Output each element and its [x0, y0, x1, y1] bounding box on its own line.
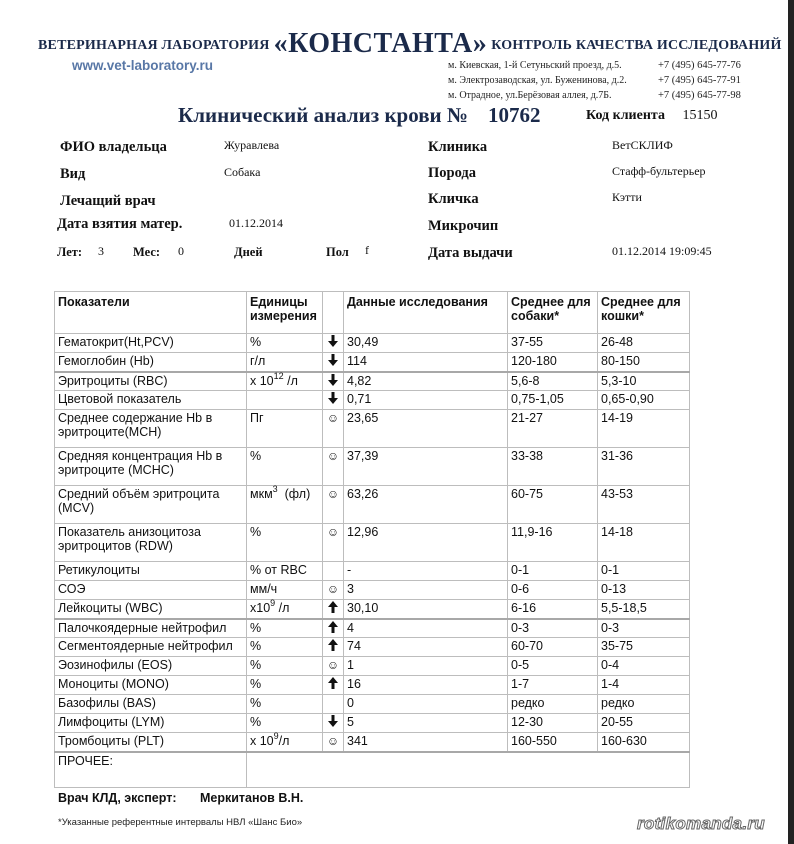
- result-value: 5: [344, 714, 508, 733]
- arrow-down-icon: [326, 335, 340, 350]
- sex-label: Пол: [326, 245, 349, 259]
- flag-cell: [323, 486, 344, 524]
- unit-cell: [247, 372, 323, 391]
- lab-brand: «КОНСТАНТА»: [273, 28, 488, 59]
- smiley-icon: ☺: [326, 658, 340, 672]
- unit-cell: [247, 562, 323, 581]
- flag-cell: [323, 657, 344, 676]
- cat-reference-range: 26-48: [598, 334, 690, 353]
- table-row: [55, 638, 690, 657]
- unit-text: %: [250, 639, 262, 653]
- arrow-up-icon: [326, 639, 340, 654]
- address: м. Отрадное, ул.Берёзовая аллея, д.7Б.: [448, 90, 612, 101]
- dog-reference-range: 37-55: [508, 334, 598, 353]
- report-number: 10762: [488, 103, 541, 127]
- unit-cell: [247, 524, 323, 562]
- indicator-name: Цветовой показатель: [55, 391, 247, 410]
- years-value: 3: [98, 244, 104, 258]
- smiley-icon: ☺: [326, 582, 340, 596]
- dog-reference-range: редко: [508, 695, 598, 714]
- table-row: [55, 695, 690, 714]
- result-value: 37,39: [344, 448, 508, 486]
- cat-reference-range: 0-1: [598, 562, 690, 581]
- unit-text: г/л: [250, 354, 266, 368]
- result-value: 4,82: [344, 372, 508, 391]
- dog-reference-range: 120-180: [508, 353, 598, 372]
- arrow-up-icon: [326, 601, 340, 616]
- table-row: [55, 486, 690, 524]
- indicator-name: Эозинофилы (EOS): [55, 657, 247, 676]
- unit-cell: [247, 695, 323, 714]
- unit-text: % от RBC: [250, 563, 307, 577]
- dog-reference-range: 33-38: [508, 448, 598, 486]
- results-table: [54, 291, 690, 788]
- flag-cell: [323, 619, 344, 638]
- website-link[interactable]: www.vet-laboratory.ru: [72, 58, 214, 73]
- result-value: 12,96: [344, 524, 508, 562]
- unit-exponent: 9: [273, 731, 279, 741]
- lab-prefix: ВЕТЕРИНАРНАЯ ЛАБОРАТОРИЯ: [38, 38, 270, 53]
- unit-cell: [247, 334, 323, 353]
- unit-text: %: [250, 658, 262, 672]
- unit-text: %: [250, 620, 262, 635]
- indicator-name: Средняя концентрация Hb в эритроците (MCHC): [55, 448, 247, 486]
- dog-reference-range: 60-75: [508, 486, 598, 524]
- cat-reference-range: 0-3: [598, 619, 690, 638]
- result-value: 63,26: [344, 486, 508, 524]
- result-value: 114: [344, 353, 508, 372]
- indicator-name: Сегментоядерные нейтрофил: [55, 638, 247, 657]
- unit-exponent: 12: [273, 370, 284, 381]
- flag-cell: [323, 353, 344, 372]
- indicator-name: Гемоглобин (Hb): [55, 353, 247, 372]
- unit-cell: [247, 410, 323, 448]
- result-value: 16: [344, 676, 508, 695]
- client-code: [586, 108, 717, 124]
- dog-reference-range: 0-1: [508, 562, 598, 581]
- dog-reference-range: 1-7: [508, 676, 598, 695]
- unit-text: %: [250, 677, 262, 691]
- col-header-indicator: Показатели: [55, 292, 247, 334]
- species-label: Вид: [60, 166, 86, 182]
- smiley-icon: ☺: [326, 487, 340, 501]
- issue-date-value: 01.12.2014 19:09:45: [612, 244, 712, 258]
- address-list: [448, 58, 741, 103]
- dog-reference-range: 0-6: [508, 581, 598, 600]
- indicator-name: Лимфоциты (LYM): [55, 714, 247, 733]
- flag-cell: [323, 410, 344, 448]
- smiley-icon: ☺: [326, 525, 340, 539]
- col-header-dog-range: Среднее для собаки*: [508, 292, 598, 334]
- address-row: [448, 73, 741, 88]
- arrow-down-icon: [326, 374, 340, 389]
- cat-reference-range: 0-4: [598, 657, 690, 676]
- table-row: [55, 448, 690, 486]
- cat-reference-range: 14-19: [598, 410, 690, 448]
- cat-reference-range: 35-75: [598, 638, 690, 657]
- other-notes-value: [247, 752, 690, 788]
- unit-text: мкм: [250, 487, 273, 501]
- months-label: Мес:: [133, 245, 161, 259]
- table-row: [55, 676, 690, 695]
- result-value: 1: [344, 657, 508, 676]
- indicator-name: Показатель анизоцитоза эритроцитов (RDW): [55, 524, 247, 562]
- result-value: 0: [344, 695, 508, 714]
- indicator-name: Ретикулоциты: [55, 562, 247, 581]
- unit-text: Пг: [250, 411, 264, 425]
- table-row: [55, 353, 690, 372]
- arrow-up-icon: [326, 621, 340, 636]
- cat-reference-range: 20-55: [598, 714, 690, 733]
- attending-doctor-label: Лечащий врач: [60, 193, 156, 209]
- result-value: 4: [344, 619, 508, 638]
- result-value: 30,10: [344, 600, 508, 619]
- sample-date-value: 01.12.2014: [229, 216, 283, 230]
- sex-value: f: [365, 243, 369, 257]
- sample-date-label: Дата взятия матер.: [57, 216, 183, 232]
- result-value: 3: [344, 581, 508, 600]
- arrow-down-icon: [326, 392, 340, 407]
- microchip-label: Микрочип: [428, 218, 499, 234]
- lab-doctor-name: Меркитанов В.Н.: [199, 791, 304, 805]
- cat-reference-range: 0,65-0,90: [598, 391, 690, 410]
- address-row: [448, 88, 741, 103]
- pet-name-label: Кличка: [428, 191, 479, 207]
- unit-text: %: [250, 696, 262, 710]
- unit-suffix: /л: [278, 734, 290, 748]
- unit-cell: [247, 638, 323, 657]
- report-title: [178, 103, 541, 128]
- table-header-row: [55, 292, 690, 334]
- days-label: Дней: [234, 245, 263, 259]
- dog-reference-range: 0,75-1,05: [508, 391, 598, 410]
- unit-text: мм/ч: [250, 582, 278, 596]
- dog-reference-range: 60-70: [508, 638, 598, 657]
- cat-reference-range: 31-36: [598, 448, 690, 486]
- report-title-text: Клинический анализ крови №: [178, 103, 469, 127]
- unit-cell: [247, 391, 323, 410]
- result-value: -: [344, 562, 508, 581]
- other-notes-row: [55, 752, 690, 788]
- years-label: Лет:: [57, 245, 83, 259]
- indicator-name: СОЭ: [55, 581, 247, 600]
- unit-cell: [247, 657, 323, 676]
- table-row: [55, 619, 690, 638]
- indicator-name: Базофилы (BAS): [55, 695, 247, 714]
- result-value: 341: [344, 733, 508, 752]
- unit-cell: [247, 600, 323, 619]
- unit-text: x 10: [250, 734, 274, 748]
- flag-cell: [323, 372, 344, 391]
- unit-cell: [247, 619, 323, 638]
- unit-text: x 10: [250, 373, 274, 388]
- dog-reference-range: 5,6-8: [508, 372, 598, 391]
- unit-text: x10: [250, 601, 271, 615]
- cat-reference-range: 160-630: [598, 733, 690, 752]
- clinic-value: ВетСКЛИФ: [612, 138, 673, 152]
- breed-label: Порода: [428, 165, 477, 181]
- indicator-name: Средний объём эритроцита (MCV): [55, 486, 247, 524]
- flag-cell: [323, 600, 344, 619]
- table-row: [55, 372, 690, 391]
- cat-reference-range: редко: [598, 695, 690, 714]
- table-row: [55, 334, 690, 353]
- results-body: [55, 334, 690, 788]
- unit-exponent: 9: [270, 598, 276, 608]
- unit-suffix: /л: [275, 601, 290, 615]
- lab-header: [38, 28, 782, 60]
- arrow-up-icon: [326, 677, 340, 692]
- table-row: [55, 581, 690, 600]
- unit-cell: [247, 676, 323, 695]
- table-row: [55, 524, 690, 562]
- unit-cell: [247, 581, 323, 600]
- lab-doctor: [58, 791, 303, 805]
- indicator-name: Палочкоядерные нейтрофил: [55, 619, 247, 638]
- breed-value: Стафф-бультерьер: [612, 164, 706, 178]
- issue-date-label: Дата выдачи: [428, 245, 513, 261]
- client-code-value: 15150: [682, 108, 718, 123]
- arrow-down-icon: [326, 715, 340, 730]
- unit-cell: [247, 714, 323, 733]
- lab-suffix: КОНТРОЛЬ КАЧЕСТВА ИССЛЕДОВАНИЙ: [491, 38, 782, 53]
- arrow-down-icon: [326, 354, 340, 369]
- unit-text: %: [250, 449, 262, 463]
- col-header-unit: Единицы измерения: [247, 292, 323, 334]
- smiley-icon: ☺: [326, 449, 340, 463]
- unit-cell: [247, 733, 323, 752]
- unit-text: %: [250, 525, 262, 539]
- cat-reference-range: 43-53: [598, 486, 690, 524]
- client-code-label: Код клиента: [586, 108, 665, 123]
- table-row: [55, 391, 690, 410]
- flag-cell: [323, 714, 344, 733]
- address: м. Киевская, 1-й Сетуньский проезд, д.5.: [448, 60, 622, 71]
- cat-reference-range: 5,5-18,5: [598, 600, 690, 619]
- clinic-label: Клиника: [428, 139, 488, 155]
- dog-reference-range: 21-27: [508, 410, 598, 448]
- cat-reference-range: 14-18: [598, 524, 690, 562]
- dog-reference-range: 12-30: [508, 714, 598, 733]
- unit-cell: [247, 448, 323, 486]
- owner-value: Журавлева: [224, 138, 280, 152]
- flag-cell: [323, 676, 344, 695]
- unit-text: %: [250, 335, 262, 349]
- result-value: 30,49: [344, 334, 508, 353]
- phone: +7 (495) 645-77-98: [658, 90, 741, 101]
- flag-cell: [323, 562, 344, 581]
- result-value: 74: [344, 638, 508, 657]
- dog-reference-range: 11,9-16: [508, 524, 598, 562]
- table-row: [55, 562, 690, 581]
- unit-text: %: [250, 715, 262, 729]
- indicator-name: Среднее содержание Hb в эритроците(MCH): [55, 410, 247, 448]
- col-header-flag: [323, 292, 344, 334]
- species-value: Собака: [224, 165, 261, 179]
- owner-label: ФИО владельца: [60, 139, 167, 155]
- indicator-name: Лейкоциты (WBC): [55, 600, 247, 619]
- smiley-icon: ☺: [326, 411, 340, 425]
- page-edge-border: [788, 0, 794, 844]
- reference-footnote: *Указанные референтные интервалы НВЛ «Шанс Био»: [58, 817, 303, 828]
- table-row: [55, 657, 690, 676]
- dog-reference-range: 6-16: [508, 600, 598, 619]
- dog-reference-range: 160-550: [508, 733, 598, 752]
- flag-cell: [323, 524, 344, 562]
- indicator-name: Гематокрит(Ht,PCV): [55, 334, 247, 353]
- flag-cell: [323, 638, 344, 657]
- cat-reference-range: 1-4: [598, 676, 690, 695]
- address: м. Электрозаводская, ул. Буженинова, д.2.: [448, 75, 627, 86]
- unit-cell: [247, 486, 323, 524]
- dog-reference-range: 0-5: [508, 657, 598, 676]
- dog-reference-range: 0-3: [508, 619, 598, 638]
- lab-doctor-label: Врач КЛД, эксперт:: [58, 791, 177, 805]
- result-value: 23,65: [344, 410, 508, 448]
- flag-cell: [323, 733, 344, 752]
- months-value: 0: [178, 244, 184, 258]
- col-header-cat-range: Среднее для кошки*: [598, 292, 690, 334]
- other-notes-label: ПРОЧЕЕ:: [55, 752, 247, 788]
- table-row: [55, 410, 690, 448]
- smiley-icon: ☺: [326, 734, 340, 748]
- result-value: 0,71: [344, 391, 508, 410]
- flag-cell: [323, 391, 344, 410]
- table-row: [55, 714, 690, 733]
- table-row: [55, 600, 690, 619]
- table-row: [55, 733, 690, 752]
- flag-cell: [323, 695, 344, 714]
- indicator-name: Тромбоциты (PLT): [55, 733, 247, 752]
- col-header-value: Данные исследования: [344, 292, 508, 334]
- unit-exponent: 3: [272, 484, 278, 494]
- phone: +7 (495) 645-77-76: [658, 60, 741, 71]
- pet-name-value: Кэтти: [612, 190, 642, 204]
- cat-reference-range: 80-150: [598, 353, 690, 372]
- watermark: rotikomanda.ru: [637, 814, 765, 833]
- unit-suffix: (фл): [277, 487, 311, 501]
- unit-suffix: /л: [283, 373, 298, 388]
- flag-cell: [323, 448, 344, 486]
- flag-cell: [323, 334, 344, 353]
- unit-cell: [247, 353, 323, 372]
- address-row: [448, 58, 741, 73]
- flag-cell: [323, 581, 344, 600]
- indicator-name: Моноциты (MONO): [55, 676, 247, 695]
- cat-reference-range: 5,3-10: [598, 372, 690, 391]
- indicator-name: Эритроциты (RBC): [55, 372, 247, 391]
- cat-reference-range: 0-13: [598, 581, 690, 600]
- phone: +7 (495) 645-77-91: [658, 75, 741, 86]
